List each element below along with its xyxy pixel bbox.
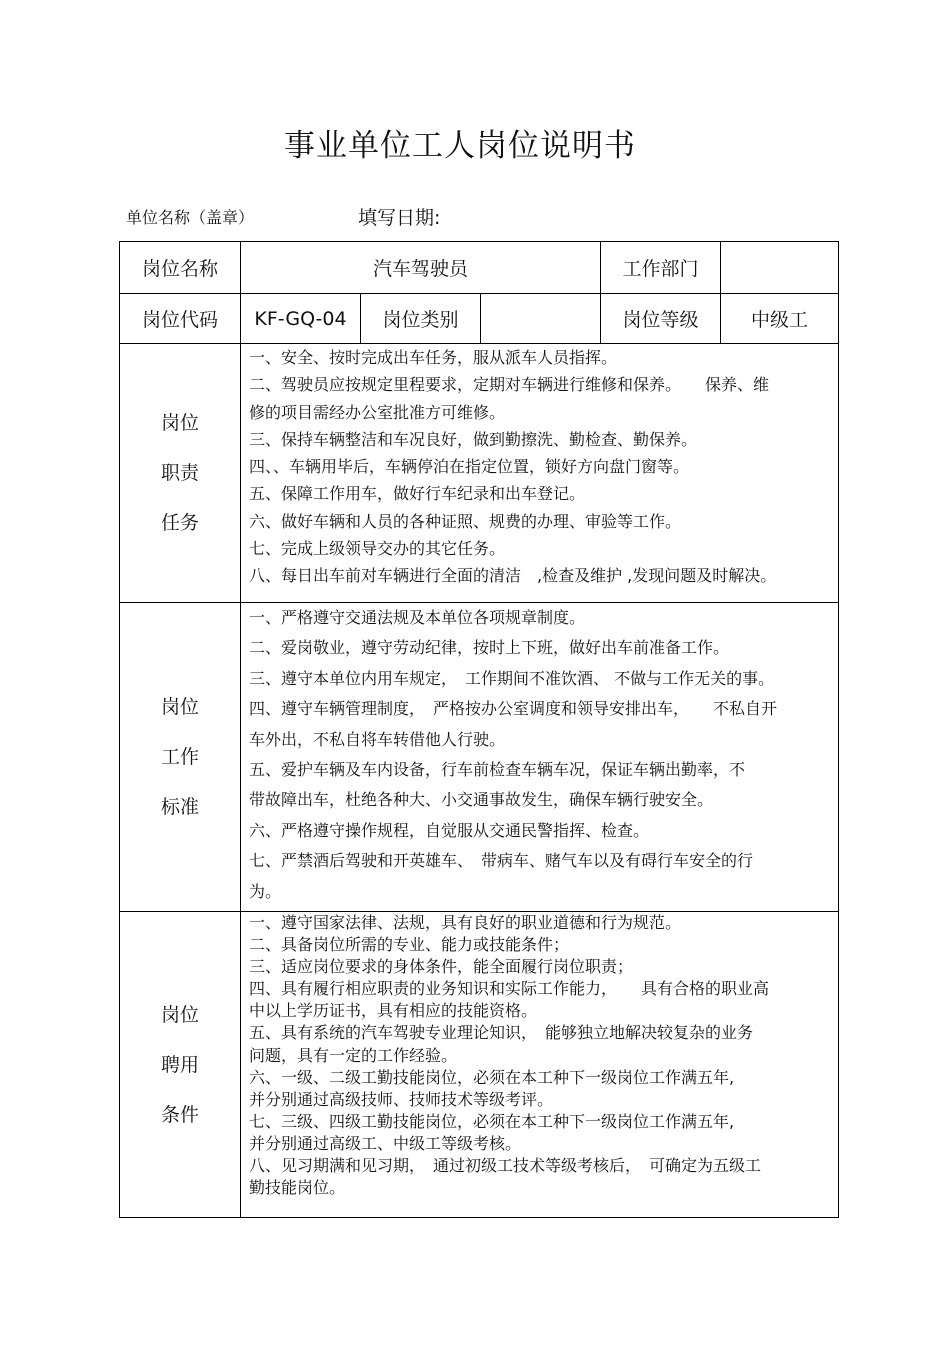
duties-text [249, 344, 833, 590]
requirements-line: 二、具备岗位所需的专业、能力或技能条件； [249, 935, 570, 955]
requirements-text [249, 912, 833, 1199]
standards-label-line: 标准 [160, 796, 199, 818]
requirements-line: 三、适应岗位要求的身体条件，能全面履行岗位职责； [249, 957, 634, 977]
job-description-table [119, 241, 839, 1218]
job-title-label: 岗位名称 [141, 258, 218, 280]
requirements-line: 六、一级、二级工勤技能岗位，必须在本工种下一级岗位工作满五年, [249, 1067, 735, 1087]
standards-section-label [120, 603, 240, 911]
requirements-line: 五、具有系统的汽车驾驶专业理论知识， 能够独立地解决较复杂的业务 [249, 1023, 754, 1043]
duties-label-line: 职责 [160, 462, 199, 484]
standards-line: 五、爱护车辆及车内设备，行车前检查车辆车况，保证车辆出勤率，不 [249, 760, 746, 780]
requirements-line: 一、遵守国家法律、法规，具有良好的职业道德和行为规范。 [249, 913, 682, 932]
standards-line: 二、爱岗敬业，遵守劳动纪律，按时上下班，做好出车前准备工作。 [249, 638, 730, 658]
column-divider [240, 242, 241, 1217]
duties-line: 三、保持车辆整洁和车况良好，做到勤擦洗、勤检查、勤保养。 [249, 429, 698, 449]
requirements-line: 问题，具有一定的工作经验。 [249, 1045, 458, 1065]
requirements-line: 四、具有履行相应职责的业务知识和实际工作能力， 具有合格的职业高 [249, 979, 770, 999]
duties-line: 八、每日出车前对车辆进行全面的清洁 ,检查及维护 ,发现问题及时解决。 [249, 566, 777, 586]
duties-line: 七、完成上级领导交办的其它任务。 [249, 539, 506, 559]
standards-text [249, 603, 833, 907]
department-label: 工作部门 [622, 258, 699, 280]
requirements-label-line: 条件 [160, 1103, 199, 1126]
standards-label-line: 工作 [160, 746, 199, 768]
requirements-line: 并分别通过高级工、中级工等级考核。 [249, 1133, 522, 1153]
standards-line: 车外出，不私自将车转借他人行驶。 [249, 729, 506, 749]
requirements-line: 八、见习期满和见习期， 通过初级工技术等级考核后， 可确定为五级工 [249, 1156, 762, 1176]
fill-date-label: 填写日期: [358, 207, 441, 229]
standards-line: 四、遵守车辆管理制度， 严格按办公室调度和领导安排出车， 不私自开 [249, 699, 778, 719]
standards-line: 一、严格遵守交通法规及本单位各项规章制度。 [249, 608, 586, 627]
requirements-line: 并分别通过高级技师、技师技术等级考评。 [249, 1089, 554, 1109]
job-level-value: 中级工 [750, 309, 808, 331]
standards-line: 带故障出车，杜绝各种大、小交通事故发生，确保车辆行驶安全。 [249, 790, 714, 810]
standards-line: 七、严禁酒后驾驶和开英雄车、 带病车、赌气车以及有碍行车安全的行 [249, 851, 754, 871]
standards-label-line: 岗位 [160, 696, 199, 718]
duties-line: 四、、车辆用毕后，车辆停泊在指定位置，锁好方向盘门窗等。 [249, 457, 690, 477]
standards-line: 三、遵守本单位内用车规定， 工作期间不准饮酒、 不做与工作无关的事。 [249, 668, 775, 688]
requirements-line: 勤技能岗位。 [249, 1178, 346, 1198]
job-level-label: 岗位等级 [622, 309, 699, 331]
department-value [721, 242, 838, 293]
duties-line: 一、安全、按时完成出车任务，服从派车人员指挥。 [249, 348, 618, 367]
job-code-value: KF-GQ-04 [254, 307, 347, 330]
requirements-label-line: 聘用 [160, 1053, 199, 1076]
duties-label-line: 岗位 [160, 412, 199, 434]
duties-line: 五、保障工作用车，做好行车纪录和出车登记。 [249, 484, 586, 504]
requirements-line: 中以上学历证书，具有相应的技能资格。 [249, 1001, 538, 1021]
standards-line: 六、严格遵守操作规程，自觉服从交通民警指挥、检查。 [249, 820, 650, 840]
unit-name-label: 单位名称（盖章） [126, 208, 255, 227]
document-title: 事业单位工人岗位说明书 [284, 128, 636, 164]
requirements-label-line: 岗位 [160, 1003, 199, 1026]
duties-line: 二、驾驶员应按规定里程要求，定期对车辆进行维修和保养。 保养、维 [249, 375, 770, 395]
duties-section-label [120, 344, 240, 602]
requirements-line: 七、三级、四级工勤技能岗位，必须在本工种下一级岗位工作满五年, [249, 1111, 735, 1131]
requirements-section-label [120, 912, 240, 1217]
duties-line: 六、做好车辆和人员的各种证照、规费的办理、审验等工作。 [249, 511, 682, 531]
standards-line: 为。 [249, 881, 282, 901]
job-code-label: 岗位代码 [141, 309, 218, 331]
duties-label-line: 任务 [160, 512, 199, 534]
job-category-value [481, 294, 600, 343]
duties-line: 修的项目需经办公室批准方可维修。 [249, 402, 506, 422]
job-title-value: 汽车驾驶员 [372, 258, 468, 280]
job-category-label: 岗位类别 [382, 309, 459, 331]
